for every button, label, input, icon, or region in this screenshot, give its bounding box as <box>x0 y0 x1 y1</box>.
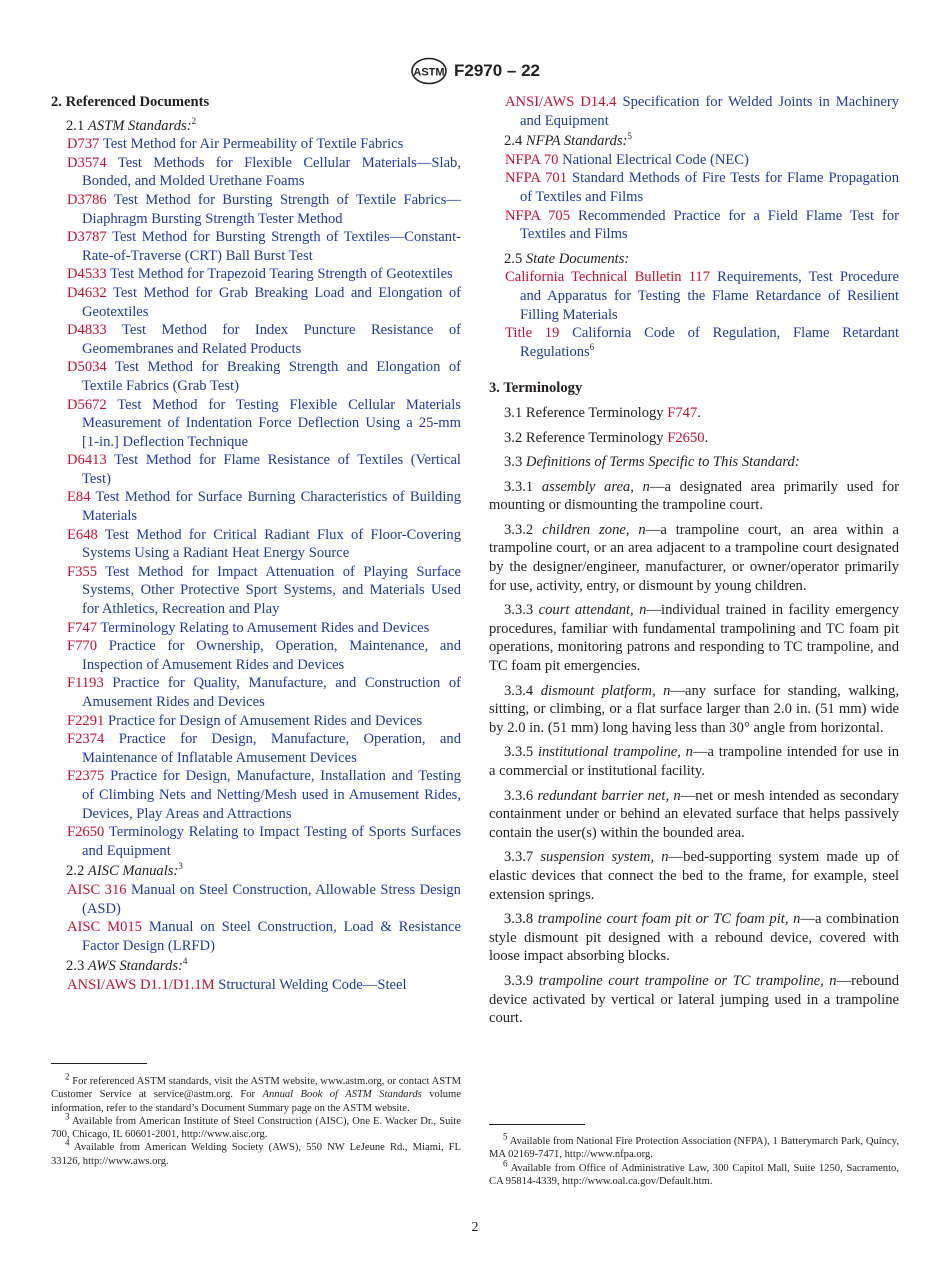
state-documents-heading: 2.5 State Documents: <box>504 250 630 267</box>
reference-title-link[interactable]: Practice for Quality, Manufacture, and Construction of Amusement Rides and Devices <box>82 675 461 710</box>
definition-number: 3.3.9 <box>504 972 534 989</box>
reference-item <box>51 767 461 823</box>
reference-code-link[interactable]: F2375 <box>67 768 105 785</box>
reference-code-link[interactable]: D4632 <box>67 284 107 301</box>
definition-text: —a trampoline intended for use in a commercial or institutional facility. <box>489 744 899 779</box>
section-3-title: 3. Terminology <box>489 380 583 397</box>
definition-item <box>489 521 899 595</box>
reference-code-link[interactable]: D737 <box>67 136 100 153</box>
reference-code-link[interactable]: F355 <box>67 563 98 580</box>
definition-term: court attendant, n <box>538 602 647 619</box>
reference-title-link[interactable]: Requirements, Test Procedure and Apparatus for Testing the Flame Retardance of Resilient Filling Materials <box>520 269 899 323</box>
reference-code-link[interactable]: F1193 <box>67 675 104 692</box>
definition-item <box>489 972 899 1028</box>
reference-item <box>51 265 461 284</box>
footnote-number: 3 <box>65 1111 70 1122</box>
footnote-italic: Annual Book of ASTM Standards <box>262 1089 422 1101</box>
definition-text: —bed-supporting system made up of elastic devices that connect the bed to the frame, for example, steel extension springs. <box>489 849 899 903</box>
reference-title-link[interactable]: Practice for Design, Manufacture, Operation, and Maintenance of Inflatable Amusement Devices <box>82 731 461 766</box>
reference-title-link[interactable]: Test Method for Surface Burning Characteristics of Building Materials <box>82 489 461 525</box>
term-3-3-heading: 3.3 Definitions of Terms Specific to This Standard: <box>504 454 800 471</box>
reference-title-link[interactable]: California Code of Regulation, Flame Retardant Regulations <box>520 325 899 360</box>
definition-term: institutional trampoline, n <box>537 744 693 761</box>
reference-item <box>51 451 461 488</box>
reference-title-link[interactable]: Structural Welding Code—Steel <box>218 976 407 993</box>
definition-item <box>489 682 899 738</box>
reference-item <box>51 730 461 767</box>
definition-term: children zone, n <box>542 521 646 538</box>
footnote-text: For referenced ASTM standards, visit the ASTM website, www.astm.org, or contact ASTM Customer Service at service@astm.org. For <box>51 1076 461 1101</box>
reference-code-link[interactable]: F2291 <box>67 712 105 729</box>
reference-title-link[interactable]: Test Method for Flame Resistance of Textiles (Vertical Test) <box>82 452 461 487</box>
footnote <box>51 1111 461 1142</box>
reference-item <box>51 918 461 955</box>
reference-code-link[interactable]: D3786 <box>67 191 107 208</box>
reference-item <box>489 169 899 206</box>
reference-title-link[interactable]: Manual on Steel Construction, Load & Resistance Factor Design (LRFD) <box>82 919 461 954</box>
definition-text: —a combination style dismount pit designed with a rebound device, covered with loose impact absorbing blocks. <box>489 911 899 965</box>
reference-item <box>51 135 461 154</box>
footnote-text: Available from National Fire Protection Association (NFPA), 1 Batterymarch Park, Quincy, MA 02169-7471, http://www.nfpa.org. <box>489 1136 899 1161</box>
reference-item <box>51 358 461 395</box>
definition-term: dismount platform, n <box>540 682 671 699</box>
reference-item <box>51 284 461 321</box>
right-footnotes <box>489 1131 899 1188</box>
reference-item <box>489 93 899 130</box>
reference-title-link[interactable]: Standard Methods of Fire Tests for Flame Propagation of Textiles and Films <box>520 170 899 205</box>
definition-term: assembly area, n <box>541 478 650 495</box>
svg-text:ASTM: ASTM <box>413 66 445 79</box>
left-footnote-rule <box>51 1063 147 1064</box>
definition-term: trampoline court foam pit or TC foam pit, n <box>537 911 801 928</box>
reference-code-link[interactable]: ANSI/AWS D1.1/D1.1M <box>67 976 215 993</box>
reference-title-link[interactable]: National Electrical Code (NEC) <box>562 151 749 168</box>
reference-item <box>489 324 899 361</box>
definition-term: trampoline court trampoline or TC trampoline, n <box>538 972 837 989</box>
reference-title-link[interactable]: Test Method for Bursting Strength of Textile Fabrics—Diaphragm Bursting Strength Tester Method <box>82 191 462 227</box>
document-id: F2970 – 22 <box>453 61 540 80</box>
right-footnote-rule <box>489 1124 585 1125</box>
reference-title-link[interactable]: Test Method for Impact Attenuation of Playing Surface Systems, Other Protective Sport Systems, and Materials Used for Athletics, Recreation and Play <box>82 563 461 618</box>
reference-code-link[interactable]: NFPA 701 <box>505 170 568 187</box>
left-column <box>51 93 461 995</box>
definition-number: 3.3.7 <box>504 849 534 866</box>
astm-reference-list <box>51 135 461 860</box>
reference-item <box>489 268 899 324</box>
reference-title-link[interactable]: Terminology Relating to Amusement Rides and Devices <box>100 619 430 636</box>
f2650-link[interactable]: F2650 <box>667 429 705 446</box>
footnote <box>51 1137 461 1168</box>
reference-item <box>51 823 461 860</box>
term-3-2: 3.2 Reference Terminology F2650. <box>504 429 709 446</box>
reference-code-link[interactable]: F2374 <box>67 731 105 748</box>
page-header <box>0 57 950 90</box>
reference-code-link[interactable]: NFPA 705 <box>505 207 571 224</box>
reference-code-link[interactable]: E648 <box>67 526 98 543</box>
aws-standards-heading: 2.3 AWS Standards:$^4$ <box>66 956 188 975</box>
definition-number: 3.3.6 <box>504 787 534 804</box>
definition-number: 3.3.4 <box>504 682 534 699</box>
left-footnotes <box>51 1071 461 1168</box>
reference-code-link[interactable]: D5672 <box>67 396 107 413</box>
footnote-text: Available from Office of Administrative Law, 300 Capitol Mall, Suite 1250, Sacramento, CA 95814-4339, http://www.oal.ca.gov/Default.htm. <box>489 1162 899 1187</box>
reference-title-link[interactable]: Terminology Relating to Impact Testing of Sports Surfaces and Equipment <box>82 824 462 859</box>
astm-logo-icon <box>410 57 448 85</box>
state-reference-list <box>489 268 899 361</box>
definition-item <box>489 601 899 675</box>
reference-code-link[interactable]: F747 <box>67 619 98 636</box>
reference-code-link[interactable]: D3574 <box>67 154 107 171</box>
reference-item <box>51 396 461 452</box>
section-2-title: 2. Referenced Documents <box>51 94 210 110</box>
definition-item <box>489 743 899 780</box>
definition-item <box>489 787 899 843</box>
definition-text: —rebound device activated by vertical or lateral jumping used in a trampoline court. <box>489 972 899 1027</box>
aisc-manuals-heading: 2.2 AISC Manuals:$^3$ <box>66 861 183 880</box>
reference-title-link[interactable]: Test Method for Grab Breaking Load and Elongation of Geotextiles <box>82 284 461 320</box>
reference-code-link[interactable]: D3787 <box>67 229 107 246</box>
definition-text: —a trampoline court, an area within a trampoline court, or an area adjacent to a trampoline court designated by the designer/engineer, manufacturer, or owner/operator primarily for use, activity, entry, or dismount by young children. <box>489 521 899 594</box>
reference-item <box>51 154 461 191</box>
page-number: 2 <box>471 1220 479 1235</box>
aws-reference-list-continued <box>489 93 899 130</box>
footnote-number: 5 <box>503 1131 508 1142</box>
nfpa-reference-list <box>489 151 899 244</box>
footnote-marker: 6 <box>589 341 595 352</box>
definition-term: suspension system, n <box>540 849 669 866</box>
definition-text: —any surface for standing, walking, sitting, or climbing, or a flat surface larger than 2.0 in. (51 mm) wide by 2.0 in. (51 mm) long having less than 30° angle from horizontal. <box>489 682 899 736</box>
reference-item <box>51 881 461 918</box>
reference-title-link[interactable]: Test Method for Testing Flexible Cellular Materials Measurement of Indentation Force Deflection Using a 25-mm [1-in.] Deflection Technique <box>82 396 461 450</box>
reference-item <box>51 637 461 674</box>
aisc-reference-list <box>51 881 461 955</box>
definition-number: 3.3.8 <box>504 911 534 928</box>
definition-number: 3.3.2 <box>504 521 534 538</box>
reference-title-link[interactable]: Specification for Welded Joints in Machinery and Equipment <box>520 94 899 129</box>
reference-title-link[interactable]: Recommended Practice for a Field Flame Test for Textiles and Films <box>520 207 899 243</box>
definition-term: redundant barrier net, n <box>537 787 681 804</box>
reference-item <box>51 526 461 563</box>
definition-text: —individual trained in facility emergency procedures, familiar with fundamental trampolining and TC foam pit operations, monitoring patrons and responding to TC trampoline, and TC foam pit emergencies. <box>489 602 899 675</box>
reference-title-link[interactable]: Test Method for Breaking Strength and Elongation of Textile Fabrics (Grab Test) <box>82 359 461 394</box>
definition-item <box>489 848 899 904</box>
reference-title-link[interactable]: Test Method for Index Puncture Resistance of Geomembranes and Related Products <box>82 322 461 357</box>
reference-item <box>51 619 461 638</box>
right-column <box>489 93 899 1028</box>
term-3-1: 3.1 Reference Terminology F747. <box>504 404 701 421</box>
reference-code-link[interactable]: E84 <box>67 489 91 506</box>
reference-code-link[interactable]: AISC 316 <box>67 881 127 898</box>
footnote-text: Available from American Welding Society (AWS), 550 NW LeJeune Rd., Miami, FL 33126, http://www.aws.org. <box>51 1142 461 1167</box>
nfpa-standards-heading: 2.4 NFPA Standards:$^5$ <box>504 131 632 150</box>
reference-item <box>51 563 461 619</box>
footnote-number: 6 <box>503 1158 508 1169</box>
reference-code-link[interactable]: F770 <box>67 638 98 655</box>
footnote-text: Available from American Institute of Steel Construction (AISC), One E. Wacker Dr., Suite 700, Chicago, IL 60601-2001, http://www.aisc.org. <box>51 1115 461 1141</box>
reference-code-link[interactable]: California Technical Bulletin 117 <box>505 269 711 286</box>
reference-item <box>51 674 461 711</box>
reference-code-link[interactable]: D6413 <box>67 452 107 469</box>
reference-item <box>489 207 899 244</box>
aws-reference-list <box>51 976 461 995</box>
reference-item <box>51 488 461 525</box>
definition-text: —net or mesh intended as secondary containment under or behind an elevated surface that helps passively contain the user(s) within the bounded area. <box>489 787 899 841</box>
definition-number: 3.3.5 <box>504 744 534 761</box>
footnote <box>51 1071 461 1115</box>
footnote-number: 2 <box>65 1071 70 1082</box>
footnote-number: 4 <box>65 1137 70 1148</box>
reference-code-link[interactable]: D5034 <box>67 359 107 376</box>
reference-title-link[interactable]: Test Method for Critical Radiant Flux of Floor-Covering Systems Using a Radiant Heat Energy Source <box>82 526 461 562</box>
reference-title-link[interactable]: Manual on Steel Construction, Allowable Stress Design (ASD) <box>82 881 461 917</box>
reference-code-link[interactable]: AISC M015 <box>67 919 142 936</box>
footnote <box>489 1131 899 1162</box>
definition-text: —a designated area primarily used for mounting or dismounting the trampoline court. <box>489 478 899 514</box>
definition-item <box>489 910 899 966</box>
reference-item <box>51 191 461 228</box>
definition-number: 3.3.3 <box>504 602 534 619</box>
reference-code-link[interactable]: D4533 <box>67 266 107 283</box>
footnote-text-continued: volume information, refer to the standard’s Document Summary page on the ASTM website. <box>51 1089 461 1114</box>
reference-title-link[interactable]: Practice for Ownership, Operation, Maintenance, and Inspection of Amusement Rides and Devices <box>82 638 461 673</box>
reference-title-link[interactable]: Test Method for Air Permeability of Textile Fabrics <box>102 136 404 153</box>
definition-item <box>489 478 899 515</box>
reference-code-link[interactable]: Title 19 <box>505 325 560 342</box>
reference-title-link[interactable]: Practice for Design, Manufacture, Installation and Testing of Climbing Nets and Netting/Mesh used in Amusement Rides, Devices, Play Areas and Attractions <box>82 768 461 822</box>
reference-code-link[interactable]: F2650 <box>67 824 105 841</box>
reference-code-link[interactable]: NFPA 70 <box>505 151 559 168</box>
reference-title-link[interactable]: Practice for Design of Amusement Rides and Devices <box>107 712 423 729</box>
reference-code-link[interactable]: ANSI/AWS D14.4 <box>505 94 617 110</box>
reference-item <box>51 228 461 265</box>
reference-title-link[interactable]: Test Method for Trapezoid Tearing Strength of Geotextiles <box>110 266 453 283</box>
astm-standards-heading: 2.1 ASTM Standards:$^2$ <box>66 115 197 134</box>
reference-item <box>51 321 461 358</box>
reference-item <box>51 712 461 731</box>
f747-link[interactable]: F747 <box>667 404 698 421</box>
definition-number: 3.3.1 <box>504 478 534 495</box>
footnote <box>489 1158 899 1189</box>
reference-item <box>489 151 899 170</box>
reference-item <box>51 976 461 995</box>
reference-code-link[interactable]: D4833 <box>67 322 107 339</box>
reference-title-link[interactable]: Test Method for Bursting Strength of Textiles—Constant-Rate-of-Traverse (CRT) Ball Burst Test <box>82 229 461 264</box>
definitions-list <box>489 478 899 1028</box>
reference-title-link[interactable]: Test Methods for Flexible Cellular Materials—Slab, Bonded, and Molded Urethane Foams <box>82 154 461 190</box>
